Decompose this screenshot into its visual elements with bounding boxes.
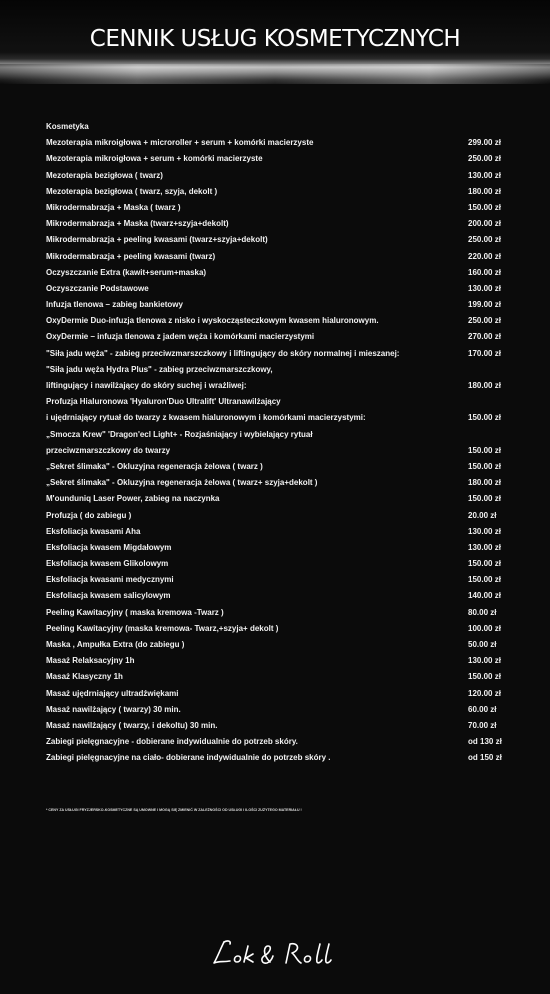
service-name: „Smocza Krew" 'Dragon'ecl Light+ - Rozjaśniający i wybielający rytuał <box>46 429 313 439</box>
service-name: "Siła jadu węża" - zabieg przeciwzmarszczkowy i liftingujący do skóry normalnej i mieszanej: <box>46 348 400 358</box>
footnote: * CENY ZA USŁUGI FRYZJERSKO-KOSMETYCZNE SĄ UMOWNE I MOGĄ SIĘ ZMIENIĆ W ZALEŻNOŚCI OD USŁUGI I ILOŚCI ZUŻYTEGO MATERIAŁU ! <box>46 808 302 812</box>
price-row <box>46 281 506 297</box>
price-list <box>46 119 506 767</box>
price-row <box>46 362 506 378</box>
price-row <box>46 524 506 540</box>
service-name: Mezoterapia mikroigłowa + serum + komórki macierzyste <box>46 154 263 164</box>
service-name: Mezoterapia bezigłowa ( twarz, szyja, dekolt ) <box>46 186 218 196</box>
service-price: 150.00 zł <box>468 461 501 471</box>
service-price: 100.00 zł <box>468 623 501 633</box>
service-price: 150.00 zł <box>468 494 501 504</box>
service-name: Masaż nawilżający ( twarzy) 30 min. <box>46 704 181 714</box>
service-name: „Sekret ślimaka" - Okluzyjna regeneracja żelowa ( twarz ) <box>46 461 263 471</box>
service-name: OxyDermie Duo-infuzja tlenowa z nisko i wyskocząsteczkowym kwasem hialuronowym. <box>46 316 379 326</box>
service-name: Peeling Kawitacyjny ( maska kremowa -Twarz ) <box>46 607 224 617</box>
service-name: Peeling Kawitacyjny (maska kremowa- Twarz,+szyja+ dekolt ) <box>46 623 279 633</box>
service-price: 150.00 zł <box>468 413 501 423</box>
service-name: przeciwzmarszczkowy do twarzy <box>46 445 171 455</box>
price-row <box>46 265 506 281</box>
service-price: 250.00 zł <box>468 154 501 164</box>
price-row <box>46 588 506 604</box>
service-name: Zabiegi pielęgnacyjne na ciało- dobierane indywidualnie do potrzeb skóry . <box>46 753 331 763</box>
price-row <box>46 151 506 167</box>
service-name: Kosmetyka <box>46 122 89 131</box>
service-price: 200.00 zł <box>468 219 501 229</box>
service-name: Mezoterapia mikroigłowa + microroller + serum + komórki macierzyste <box>46 138 314 148</box>
service-price: od 130 zł <box>468 737 502 747</box>
service-name: Eksfoliacja kwasami Aha <box>46 526 141 536</box>
price-row <box>46 605 506 621</box>
service-name: Masaż Relaksacyjny 1h <box>46 656 135 666</box>
service-price: 70.00 zł <box>468 720 497 730</box>
service-name: liftingujący i nawilżający do skóry suchej i wrażliwej: <box>46 381 247 390</box>
service-name: „Sekret ślimaka" - Okluzyjna regeneracja żelowa ( twarz+ szyja+dekolt ) <box>46 478 318 488</box>
service-name: i ujędrniający rytuał do twarzy z kwasem hialuronowym i komórkami macierzystymi: <box>46 413 366 423</box>
price-row <box>46 329 506 345</box>
service-price: 60.00 zł <box>468 704 497 714</box>
service-name: Eksfoliacja kwasami medycznymi <box>46 575 174 585</box>
price-row <box>46 718 506 734</box>
header-metal-stripe <box>0 64 550 84</box>
price-row <box>46 168 506 184</box>
price-row <box>46 200 506 216</box>
service-price: 20.00 zł <box>468 510 497 520</box>
service-name: Mikrodermabrazja + peeling kwasami (twarz+szyja+dekolt) <box>46 235 268 245</box>
price-row <box>46 734 506 750</box>
price-row <box>46 491 506 507</box>
service-name: Eksfoliacja kwasem Migdałowym <box>46 542 172 552</box>
service-price: 220.00 zł <box>468 251 501 261</box>
service-name: Masaż Klasyczny 1h <box>46 672 123 682</box>
service-name: Oczyszczanie Podstawowe <box>46 283 149 293</box>
service-name: Maska , Ampułka Extra (do zabiegu ) <box>46 640 185 649</box>
price-row <box>46 216 506 232</box>
page-title: CENNIK USŁUG KOSMETYCZNYCH <box>89 26 461 52</box>
service-price: 130.00 zł <box>468 170 501 180</box>
price-row <box>46 669 506 685</box>
price-row <box>46 750 506 766</box>
price-row <box>46 653 506 669</box>
price-row <box>46 459 506 475</box>
service-name: Mikrodermabrazja + Maska ( twarz ) <box>46 202 181 212</box>
service-price: 150.00 zł <box>468 202 501 212</box>
price-row <box>46 184 506 200</box>
price-row <box>46 637 506 653</box>
service-price: 140.00 zł <box>468 591 501 601</box>
service-price: 80.00 zł <box>468 607 497 617</box>
price-row <box>46 232 506 248</box>
price-row <box>46 621 506 637</box>
service-name: Eksfoliacja kwasem salicylowym <box>46 591 171 601</box>
service-price: 130.00 zł <box>468 526 501 536</box>
service-price: 160.00 zł <box>468 267 501 277</box>
service-price: 250.00 zł <box>468 235 501 245</box>
service-name: Mikrodermabrazja + peeling kwasami (twarz) <box>46 251 216 261</box>
service-name: Oczyszczanie Extra (kawit+serum+maska) <box>46 267 207 277</box>
price-row <box>46 135 506 151</box>
service-name: Mikrodermabrazja + Maska (twarz+szyja+dekolt) <box>46 219 229 229</box>
service-name: Zabiegi pielęgnacyjne - dobierane indywidualnie do potrzeb skóry. <box>46 737 298 747</box>
price-row <box>46 297 506 313</box>
service-price: 130.00 zł <box>468 283 501 293</box>
service-price: 50.00 zł <box>468 640 497 649</box>
service-price: 199.00 zł <box>468 300 501 310</box>
service-name: Mezoterapia bezigłowa ( twarz) <box>46 170 163 180</box>
service-price: 150.00 zł <box>468 672 501 682</box>
section-heading <box>46 119 506 135</box>
service-price: 130.00 zł <box>468 542 501 552</box>
service-name: Masaż ujędrniający ultradźwiękami <box>46 688 179 698</box>
service-price: 150.00 zł <box>468 559 501 569</box>
price-row <box>46 540 506 556</box>
price-row <box>46 249 506 265</box>
service-name: Profuzja ( do zabiegu ) <box>46 510 132 520</box>
service-name: "Siła jadu węża Hydra Plus" - zabieg przeciwzmarszczkowy, <box>46 364 273 374</box>
service-price: 299.00 zł <box>468 138 501 148</box>
service-price: 250.00 zł <box>468 316 501 326</box>
price-row <box>46 556 506 572</box>
header-banner <box>0 0 550 84</box>
price-row <box>46 443 506 459</box>
price-row <box>46 475 506 491</box>
price-row <box>46 313 506 329</box>
price-row <box>46 378 506 394</box>
service-name: Eksfoliacja kwasem Glikolowym <box>46 559 169 569</box>
service-price: 130.00 zł <box>468 656 501 666</box>
lok-and-roll-logo <box>200 932 350 972</box>
service-price: 180.00 zł <box>468 381 501 390</box>
price-row <box>46 572 506 588</box>
service-price: od 150 zł <box>468 753 502 763</box>
price-row <box>46 394 506 410</box>
price-row <box>46 508 506 524</box>
service-price: 150.00 zł <box>468 445 501 455</box>
service-name: Profuzja Hialuronowa 'Hyaluron'Duo Ultralift' Ultranawilżający <box>46 397 281 407</box>
service-price: 120.00 zł <box>468 688 501 698</box>
service-price: 180.00 zł <box>468 478 501 488</box>
price-row <box>46 346 506 362</box>
price-row <box>46 427 506 443</box>
service-price: 150.00 zł <box>468 575 501 585</box>
service-name: M'ounduniq Laser Power, zabieg na naczynka <box>46 494 220 504</box>
service-price: 170.00 zł <box>468 348 501 358</box>
service-price: 270.00 zł <box>468 332 501 342</box>
price-row <box>46 410 506 426</box>
service-name: OxyDermie – infuzja tlenowa z jadem węża i komórkami macierzystymi <box>46 332 315 342</box>
service-price: 180.00 zł <box>468 186 501 196</box>
service-name: Infuzja tlenowa – zabieg bankietowy <box>46 300 183 310</box>
price-row <box>46 686 506 702</box>
price-row <box>46 702 506 718</box>
service-name: Masaż nawilżający ( twarzy, i dekoltu) 30 min. <box>46 720 218 730</box>
